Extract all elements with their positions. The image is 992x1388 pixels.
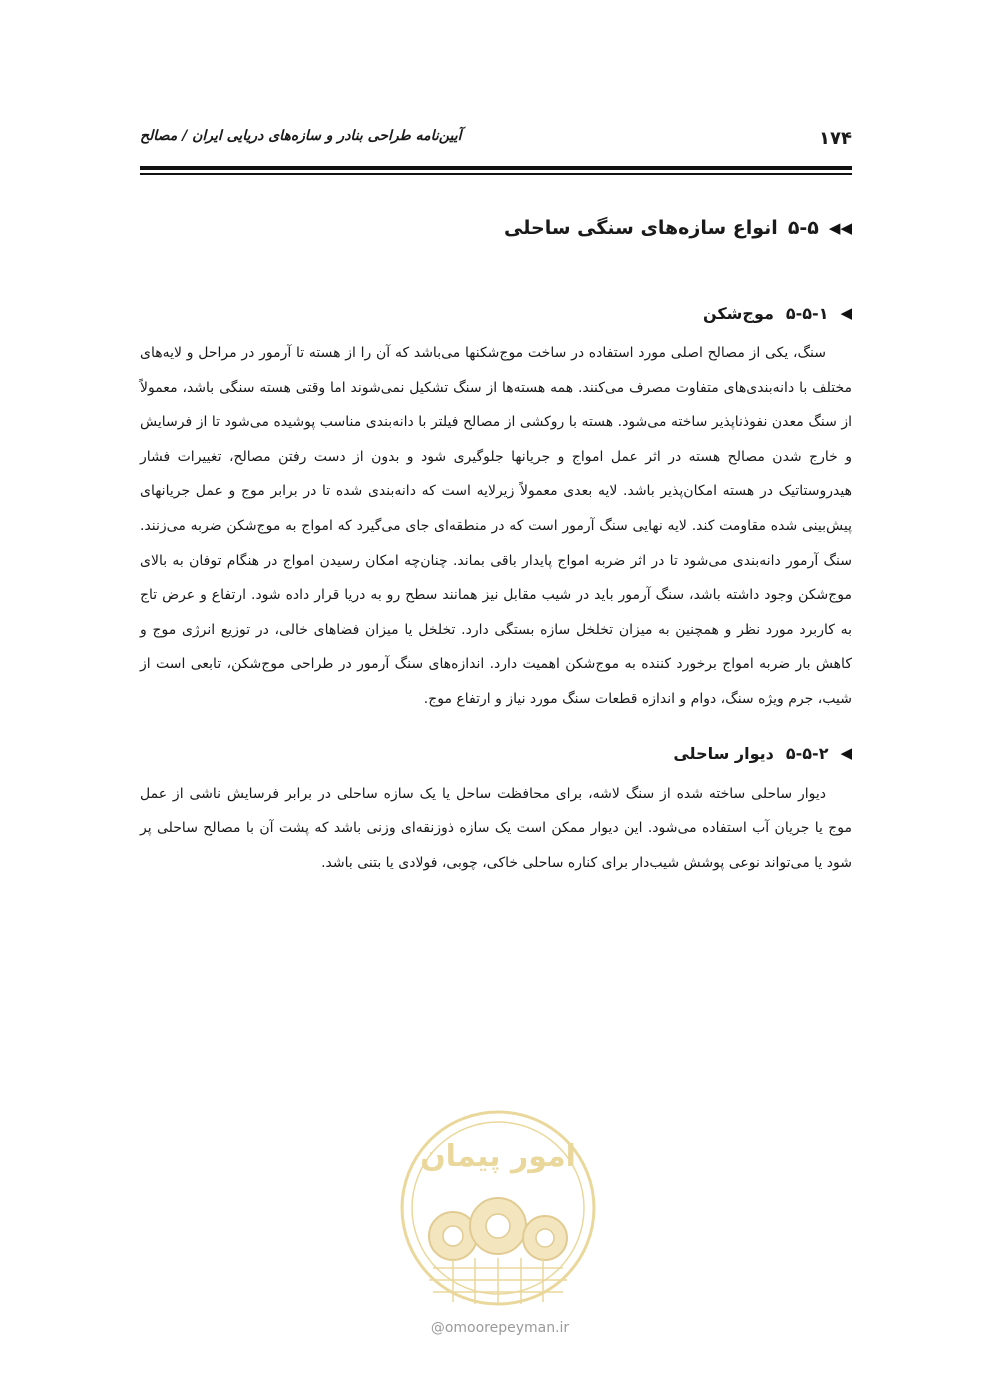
header-rule-thin (140, 173, 852, 175)
subsection-number: ۵-۵-۱ (785, 303, 829, 323)
section-number: ۵-۵ (787, 217, 819, 239)
subsection-title: دیوار ساحلی (673, 744, 774, 764)
page-number: ۱۷۴ (819, 128, 852, 149)
watermark-url: @omoorepeyman.ir (430, 1320, 570, 1336)
header-rule-thick (140, 166, 852, 170)
page-header (140, 128, 852, 162)
paragraph-breakwater: سنگ، یکی از مصالح اصلی مورد استفاده در ساخت موج‌شکنها می‌باشد که آن را از هسته تا آرمور در مراحل و لایه‌های مختلف با دانه‌بندی‌های متفاوت مصرف می‌کنند. همه هسته‌ها از سنگ تشکیل نمی‌شوند اما وقتی هسته سنگی باشد، معمولاً از سنگ معدن نفوذناپذیر ساخته می‌شود. هسته با روکشی از مصالح فیلتر با دانه‌بندی مناسب پوشیده می‌شود تا از فرسایش و خارج شدن مصالح هسته در اثر عمل امواج و جریانها جلوگیری شود و بدون از دست رفتن مصالح، تغییرات فشار هیدروستاتیک در هسته امکان‌پذیر باشد. لایه بعدی معمولاً زیرلایه است که دانه‌بندی شده تا در برابر موج و عمل جریانهای پیش‌بینی شده مقاومت کند. لایه نهایی سنگ آرمور است که در منطقه‌ای جای می‌گیرد که امواج به موج‌شکن ضربه می‌زنند. سنگ آرمور دانه‌بندی می‌شود تا در اثر ضربه امواج پایدار باقی بماند. چنان‌چه امکان رسیدن امواج در هنگام توفان به بالای موج‌شکن وجود داشته باشد، سنگ آرمور باید در شیب مقابل نیز همانند سطح رو به دریا قرار داده شود. ارتفاع و عرض تاج به کاربرد مورد نظر و همچنین به میزان تخلخل سازه بستگی دارد. تخلخل یا میزان فضاهای خالی، در توزیع انرژی موج و کاهش بار ضربه امواج برخورد کننده به موج‌شکن اهمیت دارد. اندازه‌های سنگ آرمور در طراحی موج‌شکن، تابعی است از شیب، جرم ویژه سنگ، دوام و اندازه قطعات سنگ مورد نیاز و ارتفاع موج. (140, 345, 852, 707)
subsection-heading-breakwater (140, 296, 852, 330)
double-arrow-icon: ◀◀ (828, 218, 852, 237)
paragraph-seawall: دیوار ساحلی ساخته شده از سنگ لاشه، برای محافظت ساحل یا یک سازه ساحلی در برابر فرسایش ناشی از عمل موج یا جریان آب استفاده می‌شود. این دیوار ممکن است یک سازه ذوزنقه‌ای وزنی باشد که پشت آن با مصالح ساحلی پر شود یا می‌تواند نوعی پوشش شیب‌دار برای کناره ساحلی خاکی، چوبی، فولادی یا بتنی باشد. (140, 785, 852, 871)
arrow-icon: ◀ (840, 744, 852, 763)
subsection-heading-seawall (140, 737, 852, 771)
subsection-number: ۵-۵-۲ (785, 744, 829, 764)
running-title: آیین‌نامه طراحی بنادر و سازه‌های دریایی ایران / مصالح (140, 128, 462, 144)
subsection-title: موج‌شکن (702, 303, 774, 323)
watermark-logo (393, 1108, 603, 1328)
watermark-logo-text: امور پیمان (420, 1139, 576, 1174)
arrow-icon: ◀ (840, 303, 852, 322)
page-content (140, 208, 852, 880)
section-heading (140, 208, 852, 248)
section-title: انواع سازه‌های سنگی ساحلی (504, 217, 778, 239)
